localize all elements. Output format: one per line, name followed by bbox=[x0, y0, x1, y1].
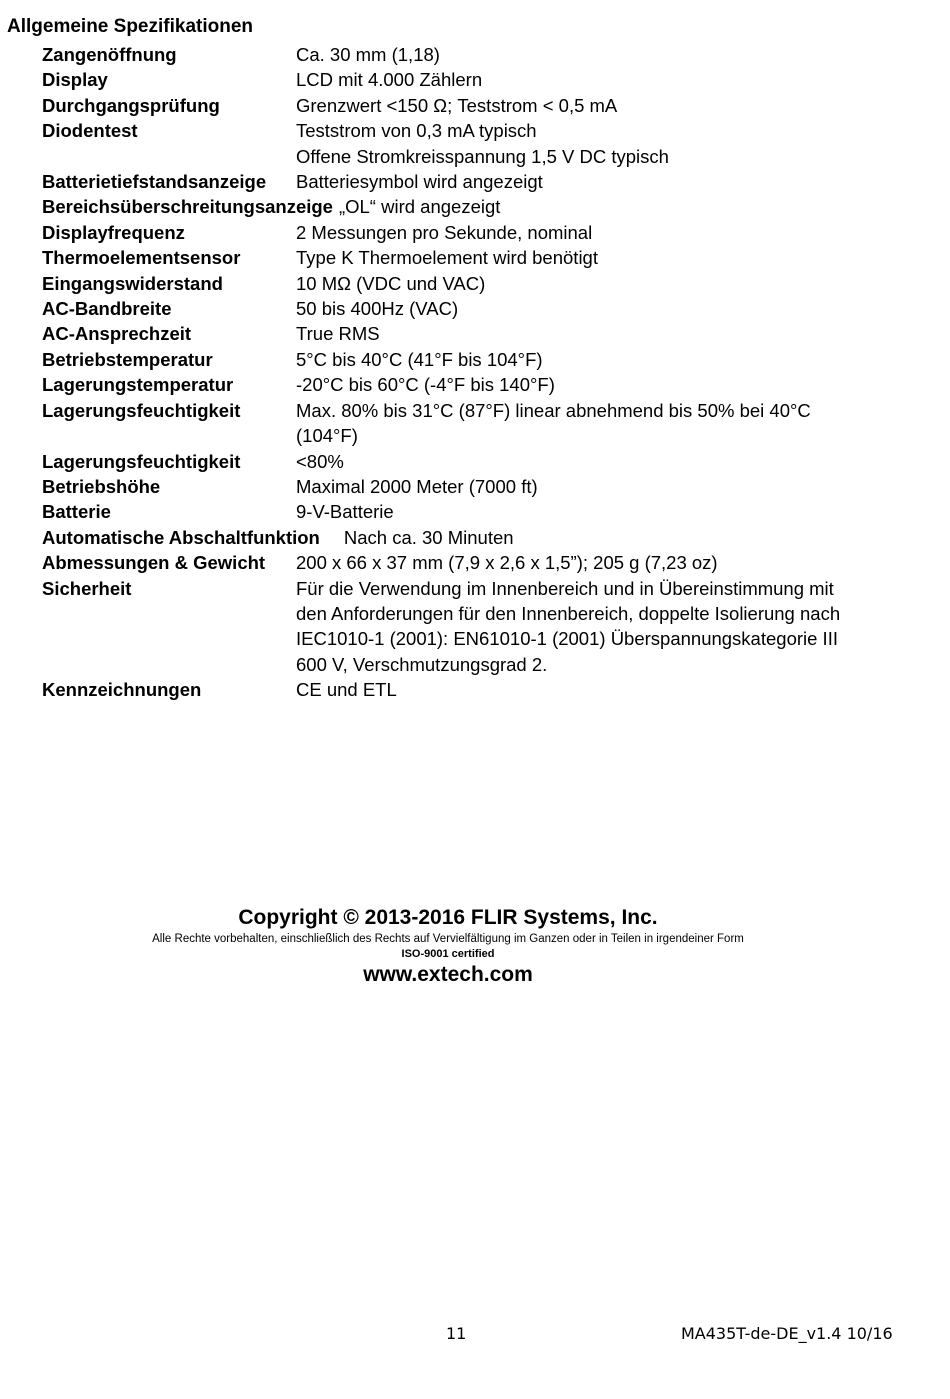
section-title: Allgemeine Spezifikationen bbox=[7, 16, 253, 37]
spec-row bbox=[42, 42, 902, 67]
spec-value: <80% bbox=[296, 450, 344, 472]
spec-row bbox=[42, 525, 902, 550]
spec-label: Thermoelementsensor bbox=[42, 247, 241, 269]
spec-label: Batterietiefstandsanzeige bbox=[42, 171, 267, 193]
spec-value: -20°C bis 60°C (-4°F bis 140°F) bbox=[296, 374, 555, 396]
spec-table bbox=[42, 42, 902, 703]
spec-label: Betriebstemperatur bbox=[42, 348, 213, 370]
spec-value: True RMS bbox=[296, 323, 380, 345]
website-link[interactable]: www.extech.com bbox=[363, 963, 533, 986]
spec-value: 10 MΩ (VDC und VAC) bbox=[296, 272, 486, 294]
spec-value: Type K Thermoelement wird benötigt bbox=[296, 247, 598, 269]
spec-row bbox=[42, 347, 902, 372]
spec-label: Sicherheit bbox=[42, 577, 132, 599]
spec-row bbox=[42, 194, 902, 219]
spec-label: Lagerungsfeuchtigkeit bbox=[42, 399, 241, 421]
spec-row bbox=[42, 550, 902, 575]
spec-row bbox=[42, 271, 902, 296]
document-id: MA435T-de-DE_v1.4 10/16 bbox=[681, 1324, 893, 1343]
spec-value: 200 x 66 x 37 mm (7,9 x 2,6 x 1,5”); 205 g (7,23 oz) bbox=[296, 552, 718, 574]
spec-label: Betriebshöhe bbox=[42, 475, 161, 497]
spec-row bbox=[42, 576, 902, 678]
spec-row bbox=[42, 245, 902, 270]
spec-label: Kennzeichnungen bbox=[42, 679, 202, 701]
spec-value: Nach ca. 30 Minuten bbox=[343, 526, 514, 548]
spec-value: 5°C bis 40°C (41°F bis 104°F) bbox=[296, 348, 543, 370]
spec-label: Lagerungsfeuchtigkeit bbox=[42, 450, 241, 472]
spec-row bbox=[42, 474, 902, 499]
spec-row bbox=[42, 677, 902, 702]
spec-value: Max. 80% bis 31°C (87°F) linear abnehmend bis 50% bei 40°C (104°F) bbox=[296, 399, 811, 447]
spec-row bbox=[42, 398, 902, 449]
spec-row bbox=[42, 220, 902, 245]
spec-label: Zangenöffnung bbox=[42, 44, 177, 65]
copyright-block bbox=[0, 904, 896, 989]
spec-value: Ca. 30 mm (1,18) bbox=[296, 44, 440, 65]
spec-row bbox=[42, 296, 902, 321]
spec-row bbox=[42, 169, 902, 194]
spec-label: Abmessungen & Gewicht bbox=[42, 552, 266, 574]
rights-notice: Alle Rechte vorbehalten, einschließlich des Rechts auf Vervielfältigung im Ganzen oder in Teilen in irgendeiner Form bbox=[152, 933, 744, 945]
spec-value: CE und ETL bbox=[296, 679, 397, 701]
spec-row bbox=[42, 93, 902, 118]
spec-value: Batteriesymbol wird angezeigt bbox=[296, 171, 543, 193]
page-number: 11 bbox=[446, 1324, 467, 1343]
spec-label: Batterie bbox=[42, 501, 111, 523]
spec-row bbox=[42, 118, 902, 169]
copyright-title: Copyright © 2013-2016 FLIR Systems, Inc. bbox=[238, 906, 658, 929]
spec-label: Durchgangsprüfung bbox=[42, 94, 220, 116]
spec-label: Lagerungstemperatur bbox=[42, 374, 234, 396]
spec-row bbox=[42, 449, 902, 474]
spec-value: LCD mit 4.000 Zählern bbox=[296, 69, 483, 91]
spec-value: Für die Verwendung im Innenbereich und in Übereinstimmung mit den Anforderungen für den Innenbereich, doppelte Isolierung nach IEC1010-1 (2001): EN61010-1 (2001) Überspannungskategorie III 600 V, Verschmutzungsgrad 2. bbox=[296, 577, 841, 675]
spec-value: Maximal 2000 Meter (7000 ft) bbox=[296, 475, 538, 497]
spec-value: 50 bis 400Hz (VAC) bbox=[296, 298, 459, 320]
spec-label: Displayfrequenz bbox=[42, 221, 185, 243]
spec-value: 9-V-Batterie bbox=[296, 501, 394, 523]
spec-label: Bereichsüberschreitungsanzeige bbox=[42, 196, 333, 218]
spec-row bbox=[42, 499, 902, 524]
spec-value: Grenzwert <150 Ω; Teststrom < 0,5 mA bbox=[296, 94, 618, 116]
spec-value: „OL“ wird angezeigt bbox=[338, 196, 501, 218]
spec-row bbox=[42, 372, 902, 397]
spec-row bbox=[42, 321, 902, 346]
spec-label: AC-Bandbreite bbox=[42, 298, 172, 320]
spec-value: Teststrom von 0,3 mA typisch Offene Stromkreisspannung 1,5 V DC typisch bbox=[296, 120, 669, 167]
spec-label: Eingangswiderstand bbox=[42, 272, 223, 294]
spec-value: 2 Messungen pro Sekunde, nominal bbox=[296, 221, 593, 243]
spec-label: Display bbox=[42, 69, 108, 91]
spec-label: AC-Ansprechzeit bbox=[42, 323, 192, 345]
spec-label: Automatische Abschaltfunktion bbox=[42, 526, 320, 548]
spec-label: Diodentest bbox=[42, 120, 138, 142]
iso-certification: ISO-9001 certified bbox=[401, 948, 495, 960]
spec-row bbox=[42, 67, 902, 92]
